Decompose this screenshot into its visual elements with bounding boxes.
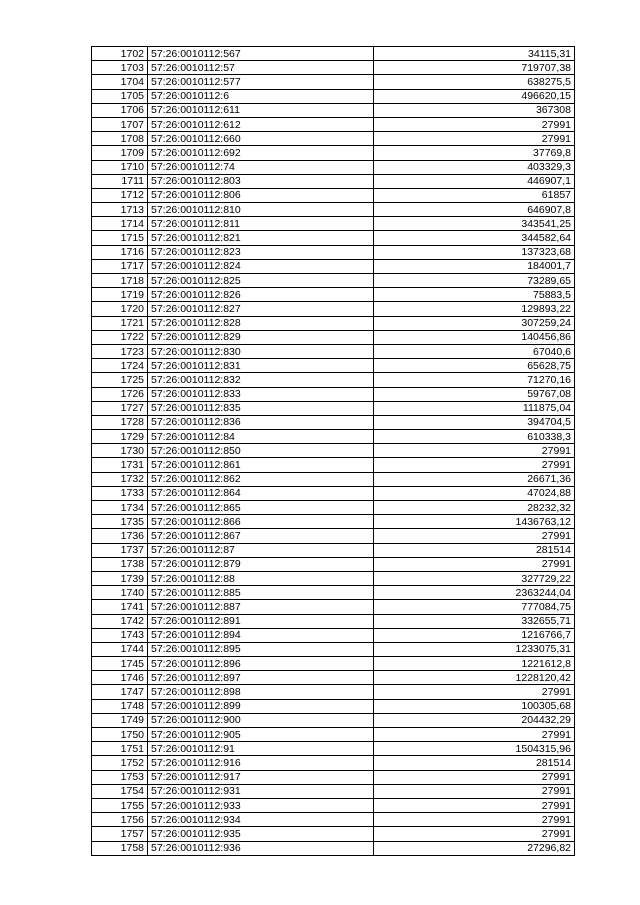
table-row <box>92 330 575 344</box>
table-row <box>92 373 575 387</box>
value-cell: 65628,75 <box>374 359 575 373</box>
cadastral-number-cell: 57:26:0010112:850 <box>148 444 374 458</box>
cadastral-number-cell: 57:26:0010112:836 <box>148 415 374 429</box>
table-row <box>92 387 575 401</box>
table-row <box>92 188 575 202</box>
cadastral-number-cell: 57:26:0010112:826 <box>148 288 374 302</box>
table-row <box>92 699 575 713</box>
cadastral-number-cell: 57:26:0010112:567 <box>148 47 374 61</box>
cadastral-number-cell: 57:26:0010112:577 <box>148 75 374 89</box>
row-number-cell: 1705 <box>92 89 148 103</box>
value-cell: 327729,22 <box>374 571 575 585</box>
row-number-cell: 1715 <box>92 231 148 245</box>
row-number-cell: 1744 <box>92 642 148 656</box>
table-row <box>92 756 575 770</box>
table-row <box>92 784 575 798</box>
table-row <box>92 75 575 89</box>
value-cell: 100305,68 <box>374 699 575 713</box>
cadastral-value-table <box>91 46 575 856</box>
cadastral-number-cell: 57:26:0010112:867 <box>148 529 374 543</box>
row-number-cell: 1716 <box>92 245 148 259</box>
value-cell: 27991 <box>374 685 575 699</box>
row-number-cell: 1719 <box>92 288 148 302</box>
value-cell: 47024,88 <box>374 486 575 500</box>
row-number-cell: 1728 <box>92 415 148 429</box>
cadastral-number-cell: 57:26:0010112:830 <box>148 344 374 358</box>
row-number-cell: 1703 <box>92 61 148 75</box>
value-cell: 344582,64 <box>374 231 575 245</box>
table-row <box>92 231 575 245</box>
cadastral-number-cell: 57:26:0010112:894 <box>148 628 374 642</box>
value-cell: 140456,86 <box>374 330 575 344</box>
table-row <box>92 89 575 103</box>
value-cell: 137323,68 <box>374 245 575 259</box>
value-cell: 719707,38 <box>374 61 575 75</box>
table-row <box>92 245 575 259</box>
row-number-cell: 1721 <box>92 316 148 330</box>
row-number-cell: 1722 <box>92 330 148 344</box>
cadastral-number-cell: 57:26:0010112:917 <box>148 770 374 784</box>
table-row <box>92 344 575 358</box>
table-row <box>92 288 575 302</box>
row-number-cell: 1731 <box>92 458 148 472</box>
cadastral-number-cell: 57:26:0010112:824 <box>148 259 374 273</box>
table-row <box>92 430 575 444</box>
cadastral-number-cell: 57:26:0010112:829 <box>148 330 374 344</box>
table-row <box>92 486 575 500</box>
value-cell: 27991 <box>374 728 575 742</box>
row-number-cell: 1733 <box>92 486 148 500</box>
table-row <box>92 600 575 614</box>
row-number-cell: 1725 <box>92 373 148 387</box>
table-body <box>92 47 575 856</box>
value-cell: 111875,04 <box>374 401 575 415</box>
cadastral-number-cell: 57:26:0010112:831 <box>148 359 374 373</box>
cadastral-number-cell: 57:26:0010112:825 <box>148 274 374 288</box>
value-cell: 204432,29 <box>374 713 575 727</box>
row-number-cell: 1706 <box>92 103 148 117</box>
value-cell: 1436763,12 <box>374 515 575 529</box>
table-row <box>92 813 575 827</box>
row-number-cell: 1717 <box>92 259 148 273</box>
value-cell: 27991 <box>374 458 575 472</box>
table-row <box>92 671 575 685</box>
cadastral-number-cell: 57:26:0010112:898 <box>148 685 374 699</box>
cadastral-number-cell: 57:26:0010112:885 <box>148 586 374 600</box>
table-row <box>92 557 575 571</box>
table-row <box>92 259 575 273</box>
value-cell: 184001,7 <box>374 259 575 273</box>
table-row <box>92 827 575 841</box>
cadastral-number-cell: 57:26:0010112:895 <box>148 642 374 656</box>
value-cell: 27991 <box>374 557 575 571</box>
cadastral-number-cell: 57:26:0010112:823 <box>148 245 374 259</box>
row-number-cell: 1738 <box>92 557 148 571</box>
row-number-cell: 1736 <box>92 529 148 543</box>
row-number-cell: 1751 <box>92 742 148 756</box>
table-row <box>92 444 575 458</box>
cadastral-number-cell: 57:26:0010112:865 <box>148 501 374 515</box>
table-row <box>92 657 575 671</box>
row-number-cell: 1746 <box>92 671 148 685</box>
row-number-cell: 1708 <box>92 132 148 146</box>
value-cell: 27991 <box>374 770 575 784</box>
value-cell: 34115,31 <box>374 47 575 61</box>
table-row <box>92 685 575 699</box>
cadastral-number-cell: 57:26:0010112:866 <box>148 515 374 529</box>
table-row <box>92 841 575 855</box>
value-cell: 37769,8 <box>374 146 575 160</box>
cadastral-number-cell: 57:26:0010112:936 <box>148 841 374 855</box>
table-row <box>92 359 575 373</box>
row-number-cell: 1723 <box>92 344 148 358</box>
row-number-cell: 1752 <box>92 756 148 770</box>
row-number-cell: 1757 <box>92 827 148 841</box>
row-number-cell: 1734 <box>92 501 148 515</box>
cadastral-number-cell: 57:26:0010112:832 <box>148 373 374 387</box>
cadastral-number-cell: 57:26:0010112:611 <box>148 103 374 117</box>
row-number-cell: 1718 <box>92 274 148 288</box>
row-number-cell: 1748 <box>92 699 148 713</box>
cadastral-number-cell: 57:26:0010112:897 <box>148 671 374 685</box>
cadastral-number-cell: 57:26:0010112:88 <box>148 571 374 585</box>
cadastral-number-cell: 57:26:0010112:827 <box>148 302 374 316</box>
row-number-cell: 1729 <box>92 430 148 444</box>
cadastral-number-cell: 57:26:0010112:87 <box>148 543 374 557</box>
value-cell: 646907,8 <box>374 203 575 217</box>
cadastral-number-cell: 57:26:0010112:810 <box>148 203 374 217</box>
cadastral-number-cell: 57:26:0010112:931 <box>148 784 374 798</box>
cadastral-number-cell: 57:26:0010112:934 <box>148 813 374 827</box>
value-cell: 332655,71 <box>374 614 575 628</box>
cadastral-number-cell: 57:26:0010112:803 <box>148 174 374 188</box>
row-number-cell: 1726 <box>92 387 148 401</box>
table-row <box>92 742 575 756</box>
table-row <box>92 160 575 174</box>
cadastral-number-cell: 57:26:0010112:74 <box>148 160 374 174</box>
row-number-cell: 1758 <box>92 841 148 855</box>
value-cell: 75883,5 <box>374 288 575 302</box>
table-row <box>92 798 575 812</box>
row-number-cell: 1704 <box>92 75 148 89</box>
table-row <box>92 415 575 429</box>
table-row <box>92 458 575 472</box>
table-row <box>92 61 575 75</box>
row-number-cell: 1710 <box>92 160 148 174</box>
cadastral-number-cell: 57:26:0010112:811 <box>148 217 374 231</box>
table-row <box>92 103 575 117</box>
cadastral-number-cell: 57:26:0010112:6 <box>148 89 374 103</box>
table-row <box>92 529 575 543</box>
table-row <box>92 117 575 131</box>
row-number-cell: 1711 <box>92 174 148 188</box>
value-cell: 1233075,31 <box>374 642 575 656</box>
value-cell: 367308 <box>374 103 575 117</box>
cadastral-number-cell: 57:26:0010112:933 <box>148 798 374 812</box>
cadastral-number-cell: 57:26:0010112:905 <box>148 728 374 742</box>
value-cell: 777084,75 <box>374 600 575 614</box>
cadastral-number-cell: 57:26:0010112:660 <box>148 132 374 146</box>
cadastral-number-cell: 57:26:0010112:879 <box>148 557 374 571</box>
row-number-cell: 1720 <box>92 302 148 316</box>
table-row <box>92 302 575 316</box>
value-cell: 73289,65 <box>374 274 575 288</box>
value-cell: 27991 <box>374 444 575 458</box>
row-number-cell: 1745 <box>92 657 148 671</box>
row-number-cell: 1756 <box>92 813 148 827</box>
row-number-cell: 1739 <box>92 571 148 585</box>
value-cell: 1221612,8 <box>374 657 575 671</box>
value-cell: 27991 <box>374 798 575 812</box>
cadastral-number-cell: 57:26:0010112:57 <box>148 61 374 75</box>
table-row <box>92 543 575 557</box>
value-cell: 59767,08 <box>374 387 575 401</box>
value-cell: 496620,15 <box>374 89 575 103</box>
table-row <box>92 642 575 656</box>
row-number-cell: 1732 <box>92 472 148 486</box>
row-number-cell: 1724 <box>92 359 148 373</box>
row-number-cell: 1735 <box>92 515 148 529</box>
value-cell: 343541,25 <box>374 217 575 231</box>
value-cell: 1504315,96 <box>374 742 575 756</box>
table-row <box>92 47 575 61</box>
row-number-cell: 1742 <box>92 614 148 628</box>
row-number-cell: 1702 <box>92 47 148 61</box>
cadastral-number-cell: 57:26:0010112:862 <box>148 472 374 486</box>
value-cell: 67040,6 <box>374 344 575 358</box>
value-cell: 71270,16 <box>374 373 575 387</box>
cadastral-number-cell: 57:26:0010112:864 <box>148 486 374 500</box>
value-cell: 446907,1 <box>374 174 575 188</box>
row-number-cell: 1750 <box>92 728 148 742</box>
cadastral-number-cell: 57:26:0010112:861 <box>148 458 374 472</box>
table-row <box>92 203 575 217</box>
table-row <box>92 146 575 160</box>
value-cell: 27296,82 <box>374 841 575 855</box>
cadastral-number-cell: 57:26:0010112:900 <box>148 713 374 727</box>
cadastral-number-cell: 57:26:0010112:935 <box>148 827 374 841</box>
row-number-cell: 1730 <box>92 444 148 458</box>
row-number-cell: 1753 <box>92 770 148 784</box>
value-cell: 27991 <box>374 529 575 543</box>
cadastral-number-cell: 57:26:0010112:887 <box>148 600 374 614</box>
row-number-cell: 1709 <box>92 146 148 160</box>
cadastral-number-cell: 57:26:0010112:692 <box>148 146 374 160</box>
value-cell: 28232,32 <box>374 501 575 515</box>
cadastral-number-cell: 57:26:0010112:833 <box>148 387 374 401</box>
row-number-cell: 1713 <box>92 203 148 217</box>
value-cell: 307259,24 <box>374 316 575 330</box>
row-number-cell: 1749 <box>92 713 148 727</box>
value-cell: 27991 <box>374 132 575 146</box>
cadastral-number-cell: 57:26:0010112:84 <box>148 430 374 444</box>
row-number-cell: 1707 <box>92 117 148 131</box>
cadastral-number-cell: 57:26:0010112:896 <box>148 657 374 671</box>
cadastral-number-cell: 57:26:0010112:899 <box>148 699 374 713</box>
cadastral-number-cell: 57:26:0010112:891 <box>148 614 374 628</box>
cadastral-number-cell: 57:26:0010112:612 <box>148 117 374 131</box>
value-cell: 394704,5 <box>374 415 575 429</box>
table-row <box>92 316 575 330</box>
value-cell: 129893,22 <box>374 302 575 316</box>
cadastral-number-cell: 57:26:0010112:828 <box>148 316 374 330</box>
value-cell: 27991 <box>374 813 575 827</box>
value-cell: 27991 <box>374 117 575 131</box>
value-cell: 2363244,04 <box>374 586 575 600</box>
table-row <box>92 217 575 231</box>
value-cell: 1228120,42 <box>374 671 575 685</box>
cadastral-number-cell: 57:26:0010112:835 <box>148 401 374 415</box>
table-row <box>92 770 575 784</box>
row-number-cell: 1737 <box>92 543 148 557</box>
row-number-cell: 1755 <box>92 798 148 812</box>
table-row <box>92 501 575 515</box>
table-row <box>92 728 575 742</box>
table-row <box>92 401 575 415</box>
table-row <box>92 472 575 486</box>
cadastral-number-cell: 57:26:0010112:916 <box>148 756 374 770</box>
row-number-cell: 1743 <box>92 628 148 642</box>
table-row <box>92 713 575 727</box>
table-row <box>92 174 575 188</box>
value-cell: 281514 <box>374 543 575 557</box>
row-number-cell: 1714 <box>92 217 148 231</box>
table-row <box>92 628 575 642</box>
value-cell: 27991 <box>374 827 575 841</box>
row-number-cell: 1741 <box>92 600 148 614</box>
row-number-cell: 1727 <box>92 401 148 415</box>
row-number-cell: 1740 <box>92 586 148 600</box>
value-cell: 61857 <box>374 188 575 202</box>
value-cell: 1216766,7 <box>374 628 575 642</box>
value-cell: 403329,3 <box>374 160 575 174</box>
table-row <box>92 515 575 529</box>
value-cell: 281514 <box>374 756 575 770</box>
table-row <box>92 571 575 585</box>
value-cell: 610338,3 <box>374 430 575 444</box>
table-row <box>92 614 575 628</box>
table-row <box>92 132 575 146</box>
row-number-cell: 1754 <box>92 784 148 798</box>
value-cell: 638275,5 <box>374 75 575 89</box>
value-cell: 27991 <box>374 784 575 798</box>
cadastral-number-cell: 57:26:0010112:821 <box>148 231 374 245</box>
cadastral-number-cell: 57:26:0010112:91 <box>148 742 374 756</box>
table-row <box>92 586 575 600</box>
table-row <box>92 274 575 288</box>
cadastral-number-cell: 57:26:0010112:806 <box>148 188 374 202</box>
row-number-cell: 1747 <box>92 685 148 699</box>
value-cell: 26671,36 <box>374 472 575 486</box>
row-number-cell: 1712 <box>92 188 148 202</box>
